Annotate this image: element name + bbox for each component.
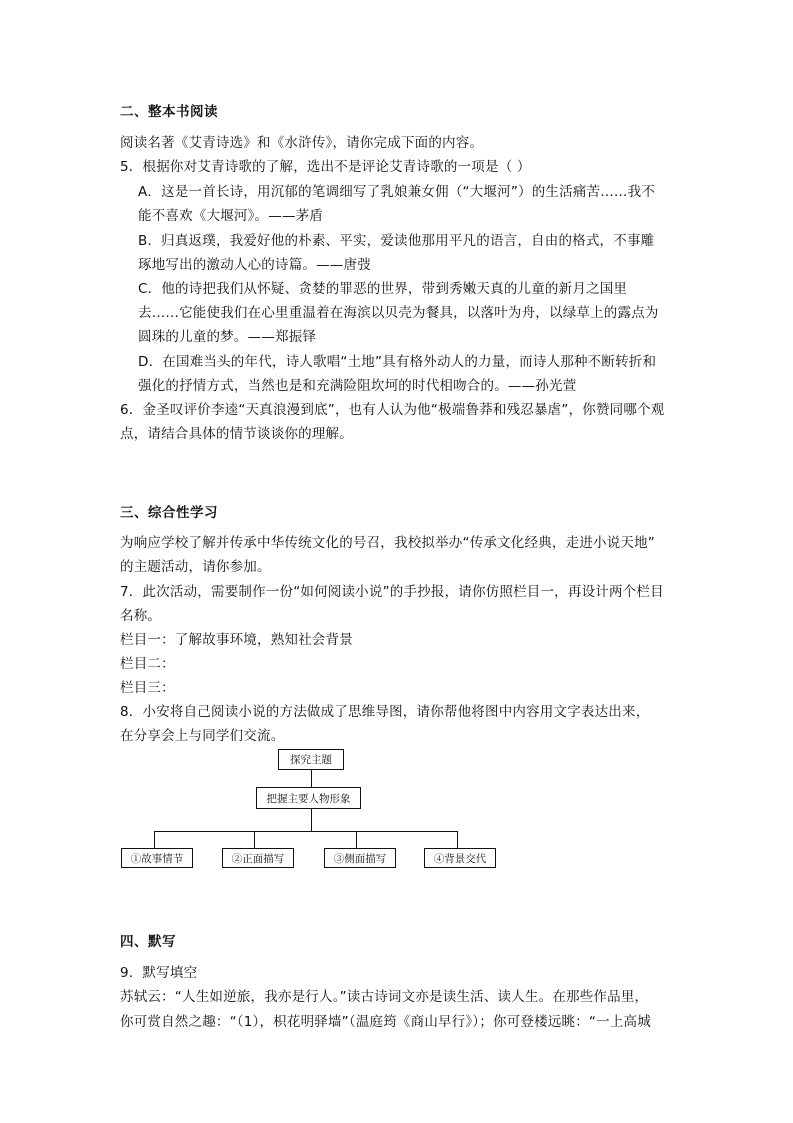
option-d-line-1: D．在国难当头的年代，诗人歌唱“土地”具有格外动人的力量，而诗人那种不断转折和 bbox=[138, 354, 657, 370]
question-9: 9．默写填空 bbox=[120, 965, 198, 981]
mind-map-root-node: 探究主题 bbox=[278, 749, 344, 770]
question-8-line-2: 在分享会上与同学们交流。 bbox=[120, 728, 285, 744]
question-7-line-2: 名称。 bbox=[120, 608, 162, 624]
section4-text-line-2: 你可赏自然之趣：“（1），枳花明驿墙”（温庭筠《商山早行》）；你可登楼远眺：“一上高城 bbox=[120, 1014, 651, 1030]
connector-leaf-1 bbox=[154, 831, 155, 848]
option-c-line-1: C．他的诗把我们从怀疑、贪婪的罪恶的世界，带到秀嫩天真的儿童的新月之国里 bbox=[138, 281, 628, 297]
connector-horizontal-bar bbox=[154, 831, 458, 832]
question-6-line-1: 6．金圣叹评价李逵“天真浪漫到底”，也有人认为他“极端鲁莽和残忍暴虐”，你赞同哪个观 bbox=[120, 402, 665, 418]
question-6-line-2: 点，请结合具体的情节谈谈你的理解。 bbox=[120, 426, 353, 442]
section3-intro-line-2: 的主题活动，请你参加。 bbox=[120, 559, 271, 575]
mind-map-leaf-background: ④背景交代 bbox=[424, 848, 496, 868]
option-d-line-2: 强化的抒情方式，当然也是和充满险阻坎坷的时代相吻合的。——孙光萱 bbox=[138, 378, 577, 394]
section-heading-dictation: 四、默写 bbox=[120, 934, 176, 950]
column-3: 栏目三： bbox=[120, 680, 175, 696]
section3-intro-line-1: 为响应学校了解并传承中华传统文化的号召，我校拟举办“传承文化经典，走进小说天地” bbox=[120, 535, 655, 551]
column-1: 栏目一：了解故事环境，熟知社会背景 bbox=[120, 632, 353, 648]
option-a-line-2: 能不喜欢《大堰河》。——茅盾 bbox=[138, 208, 324, 224]
mind-map-leaf-indirect-description: ③侧面描写 bbox=[324, 848, 396, 868]
section4-text-line-1: 苏轼云：“人生如逆旅，我亦是行人。”读古诗词文亦是读生活、读人生。在那些作品里， bbox=[120, 989, 649, 1005]
option-b-line-1: B．归真返璞，我爱好他的朴素、平实，爱读他那用平凡的语言，自由的格式，不事雕 bbox=[138, 233, 655, 249]
section-heading-whole-book-reading: 二、整本书阅读 bbox=[120, 104, 218, 120]
connector-leaf-2 bbox=[254, 831, 255, 848]
connector-leaf-4 bbox=[457, 831, 458, 848]
connector-root-to-middle bbox=[311, 770, 312, 787]
option-c-line-3: 圆珠的儿童的梦。——郑振铎 bbox=[138, 329, 317, 345]
section2-intro: 阅读名著《艾青诗选》和《水浒传》，请你完成下面的内容。 bbox=[120, 135, 484, 151]
question-7-line-1: 7．此次活动，需要制作一份“如何阅读小说”的手抄报，请你仿照栏目一，再设计两个栏目 bbox=[120, 584, 664, 600]
question-8-line-1: 8．小安将自己阅读小说的方法做成了思维导图，请你帮他将图中内容用文字表达出来， bbox=[120, 704, 650, 720]
mind-map-leaf-story-plot: ①故事情节 bbox=[121, 848, 193, 868]
connector-middle-to-bar bbox=[311, 809, 312, 831]
section-heading-integrated-learning: 三、综合性学习 bbox=[120, 505, 218, 521]
mind-map-leaf-direct-description: ②正面描写 bbox=[222, 848, 294, 868]
column-2: 栏目二： bbox=[120, 656, 175, 672]
connector-leaf-3 bbox=[356, 831, 357, 848]
option-c-line-2: 去……它能使我们在心里重温着在海滨以贝壳为餐具，以落叶为舟，以绿草上的露点为 bbox=[138, 305, 659, 321]
question-5: 5．根据你对艾青诗歌的了解，选出不是评论艾青诗歌的一项是（ ） bbox=[120, 159, 531, 175]
option-b-line-2: 琢地写出的激动人心的诗篇。——唐弢 bbox=[138, 257, 371, 273]
mind-map-middle-node: 把握主要人物形象 bbox=[256, 787, 361, 809]
option-a-line-1: A．这是一首长诗，用沉郁的笔调细写了乳娘兼女佣（“大堰河”）的生活痛苦……我不 bbox=[138, 184, 656, 200]
